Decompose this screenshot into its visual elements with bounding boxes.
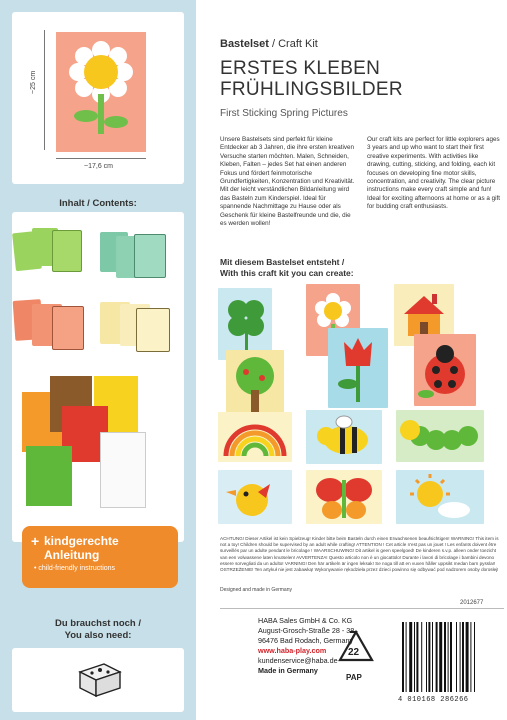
craft-example-tree (226, 350, 284, 416)
sunflower-sample-image (56, 32, 146, 152)
also-need-card (12, 648, 184, 712)
create-title-de: Mit diesem Bastelset entsteht / (220, 257, 345, 267)
paper-stack-white (100, 432, 146, 508)
also-need-title (0, 618, 196, 642)
badge-subtitle: • child-friendly instructions (34, 565, 116, 572)
contents-title: Inhalt / Contents: (59, 198, 137, 209)
contents-card (12, 212, 184, 542)
company-name: HABA Sales GmbH & Co. KG (258, 616, 353, 625)
craft-example-butterfly (306, 470, 382, 524)
craft-examples-grid (218, 284, 500, 524)
badge-line-1: kindgerechte (44, 534, 119, 548)
left-panel (0, 0, 196, 720)
product-title-line-1: ERSTES KLEBEN (220, 58, 381, 79)
width-dimension-label: ~17,6 cm (84, 163, 113, 170)
recycling-label: PAP (346, 673, 362, 682)
company-street: August-Grosch-Straße 28 - 38 (258, 626, 355, 635)
barcode-digits: 4 010168 286266 (398, 696, 469, 704)
craft-example-rainbow (218, 412, 292, 462)
company-website-link[interactable]: www.haba-play.com (258, 646, 327, 655)
recycling-number: 22 (348, 647, 360, 658)
glue-sponge-icon (74, 660, 124, 700)
craft-example-sun (396, 470, 484, 524)
company-city: 96476 Bad Rodach, Germany (258, 636, 354, 645)
description-german: Unsere Bastelsets sind perfekt für kleine Entdecker ab 3 Jahren, die ihre ersten kreativen Versuche starten möchten. Malen, Schneiden, Kleben, Falten – jedes Set hat einen anderen Fokus und fördert feinmotorische Grundfertigkeiten, Konzentration und Kreativität. Mit der leicht verständlichen Bildanleitung wird das Basteln zum Kinderspiel. Ideal für spannende Nachmittage zu Hause oder als Geschenk für kleine Bastelfreunde und die, die es werden wollen! (220, 136, 355, 228)
product-title-line-2: FRÜHLINGSBILDER (220, 79, 403, 100)
designed-made-in: Designed and made in Germany (220, 587, 292, 593)
width-dimension-line (56, 158, 146, 159)
craft-example-caterpillar (396, 410, 484, 462)
badge-line-2: Anleitung (44, 548, 100, 562)
also-need-title-de: Du brauchst noch / (54, 618, 142, 629)
template-sheet-coral (52, 306, 84, 350)
template-sheet-cream (136, 308, 170, 352)
height-dimension-label: ~25 cm (30, 70, 37, 94)
template-sheet-teal (134, 234, 166, 278)
plus-icon: + (31, 533, 40, 549)
create-title (220, 257, 354, 279)
safety-warning: ACHTUNG! Dieser Artikel ist kein Spielzeug! Kinder bitte beim Basteln durch einen Erwachsenen beaufsichtigen! WARNING! This item is not a toy! Children should be supervised by an adult while crafting! ATTENTION ! Cet article n'est pas un jouet ! Les enfants doivent être surveillés par un adulte pendant le bricolage ! WAARSCHUWING! Dit artikel is geen speelgoed! De kinderen s.v.p. alleen onder toezicht van een volwassene laten knutselen! AVVERTENZA! Questo articolo non è un giocattolo! Durante i lavori di bricolage i bambini devono essere sorvegliati da un adulto! VARNING! Den här artikeln är ingen leksak! Se noga till att en vuxen håller uppsikt medan barn pysslar! OSTRZEŻENIE! Ten artykuł nie jest zabawką! Wykonywanie rękodzieła przez dzieci powinno się odbywać pod nadzorem osoby dorosłej! (220, 536, 499, 573)
product-code: 2012677 (460, 600, 484, 606)
instructions-badge (22, 526, 178, 588)
craft-example-bird (218, 470, 292, 524)
product-title (220, 58, 403, 100)
brand-label (220, 38, 318, 50)
barcode-icon (398, 620, 496, 700)
craft-example-bee (306, 410, 382, 464)
footer-divider (220, 608, 504, 609)
craft-example-ladybug (414, 334, 476, 406)
also-need-title-en: You also need: (64, 630, 132, 641)
company-email-link[interactable]: kundenservice@haba.de (258, 656, 338, 665)
brand-label-bold: Bastelset (220, 38, 269, 50)
paper-stack-green (26, 446, 72, 506)
made-in-germany: Made in Germany (258, 666, 318, 675)
product-subtitle: First Sticking Spring Pictures (220, 108, 348, 119)
create-title-en: With this craft kit you can create: (220, 268, 354, 278)
craft-example-tulip (328, 328, 388, 408)
description-english: Our craft kits are perfect for little explorers ages 3 years and up who want to start their first creative experiments. With activities like drawing, cutting, sticking, and folding, each kit focuses on developing fine motor skills, concentration, and creativity. The clear picture instructions make every craft simple and fun! Ideal for exciting afternoons at home or as a gift for budding craft enthusiasts. (367, 136, 501, 211)
brand-label-rest: / Craft Kit (268, 38, 318, 50)
height-dimension-line (44, 30, 45, 150)
template-sheet-green (52, 230, 82, 272)
